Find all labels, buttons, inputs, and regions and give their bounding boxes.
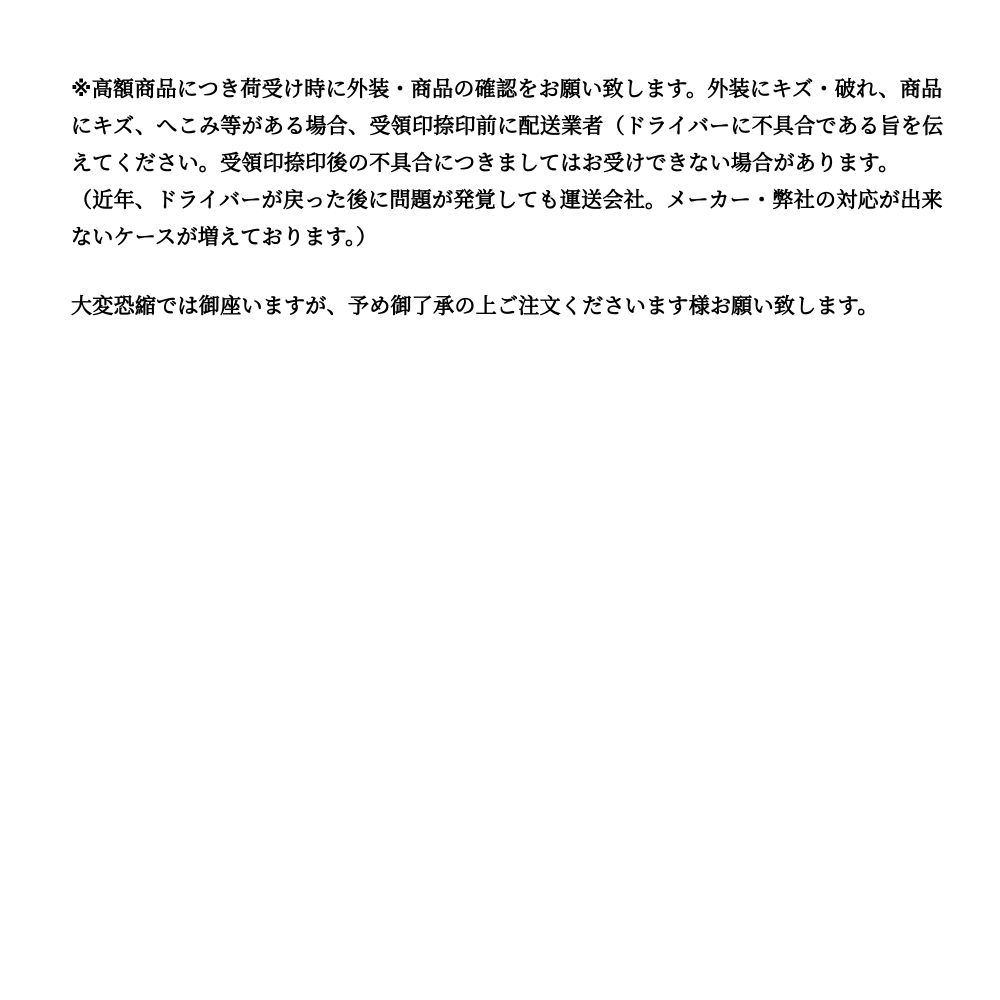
notice-line: えてください。受領印捺印後の不具合につきましてはお受けできない場合があります。 xyxy=(71,152,900,175)
closing-request-paragraph xyxy=(71,288,951,325)
notice-line: 大変恐縮では御座いますが、予め御了承の上ご注文くださいます様お願い致します。 xyxy=(71,295,879,318)
shipping-inspection-notice xyxy=(71,71,951,325)
notice-line: にキズ、へこみ等がある場合、受領印捺印前に配送業者（ドライバーに不具合である旨を伝 xyxy=(71,115,944,138)
notice-line: （近年、ドライバーが戻った後に問題が発覚しても運送会社。メーカー・弊社の対応が出来 xyxy=(71,189,943,212)
recent-cases-paragraph xyxy=(71,182,951,256)
notice-line: ※高額商品につき荷受け時に外装・商品の確認をお願い致します。外装にキズ・破れ、商品 xyxy=(71,78,943,101)
notice-line: ないケースが増えております。） xyxy=(71,226,378,249)
inspection-request-paragraph xyxy=(71,71,951,182)
